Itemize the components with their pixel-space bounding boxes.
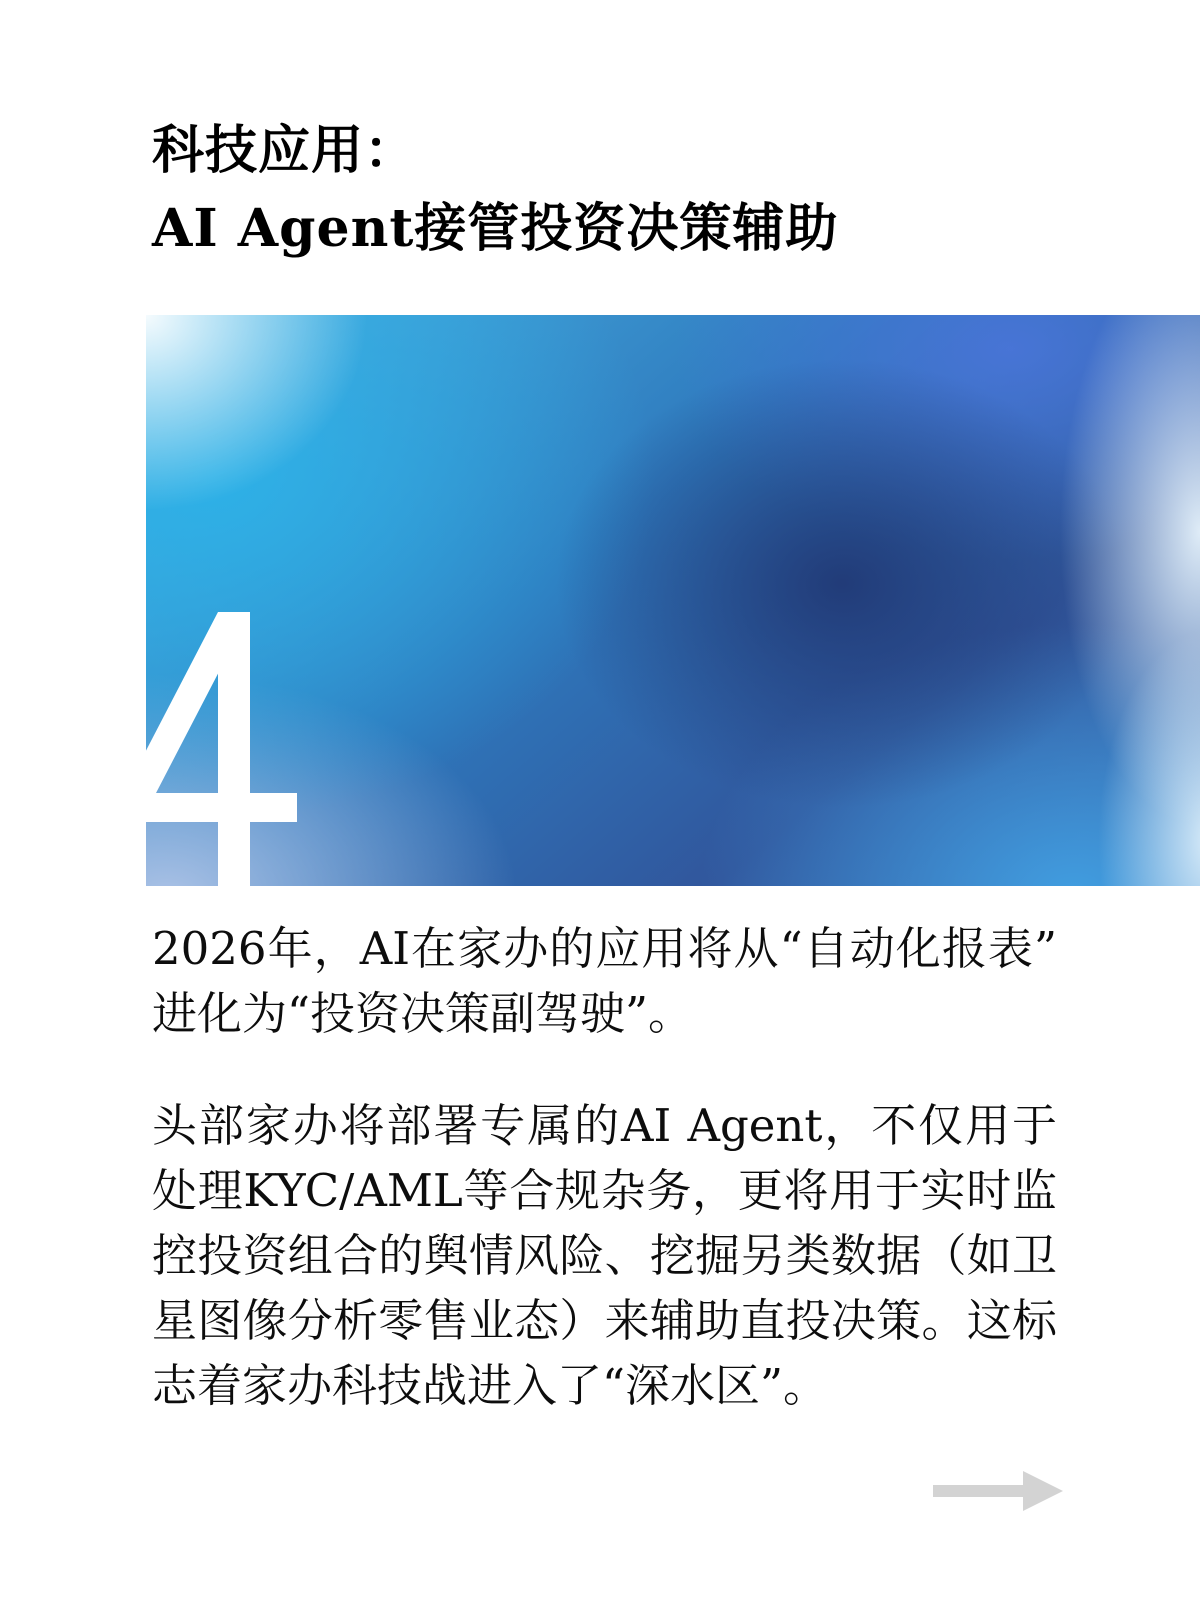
numeral-4-figure xyxy=(146,315,1200,886)
arrow-shaft xyxy=(933,1485,1025,1497)
page-title xyxy=(152,112,838,268)
arrow-head xyxy=(1023,1471,1063,1511)
numeral-vertical-stem xyxy=(218,612,250,886)
paragraph-1: 2026年，AI在家办的应用将从“自动化报表”进化为“投资决策副驾驶”。 xyxy=(152,922,1057,1040)
section-number xyxy=(146,315,1200,886)
title-line-2: AI Agent接管投资决策辅助 xyxy=(152,198,839,259)
right-arrow-icon xyxy=(933,1470,1063,1512)
title-line-1: 科技应用： xyxy=(152,120,418,181)
numeral-horizontal-bar xyxy=(146,793,297,822)
next-page-arrow-icon[interactable] xyxy=(933,1470,1063,1512)
paragraph-2: 头部家办将部署专属的AI Agent，不仅用于处理KYC/AML等合规杂务，更将用于实时监控投资组合的舆情风险、挖掘另类数据（如卫星图像分析零售业态）来辅助直投决策。这标志着家办科技战进入了“深水区”。 xyxy=(152,1099,1057,1412)
hero-gradient-image xyxy=(146,315,1200,886)
